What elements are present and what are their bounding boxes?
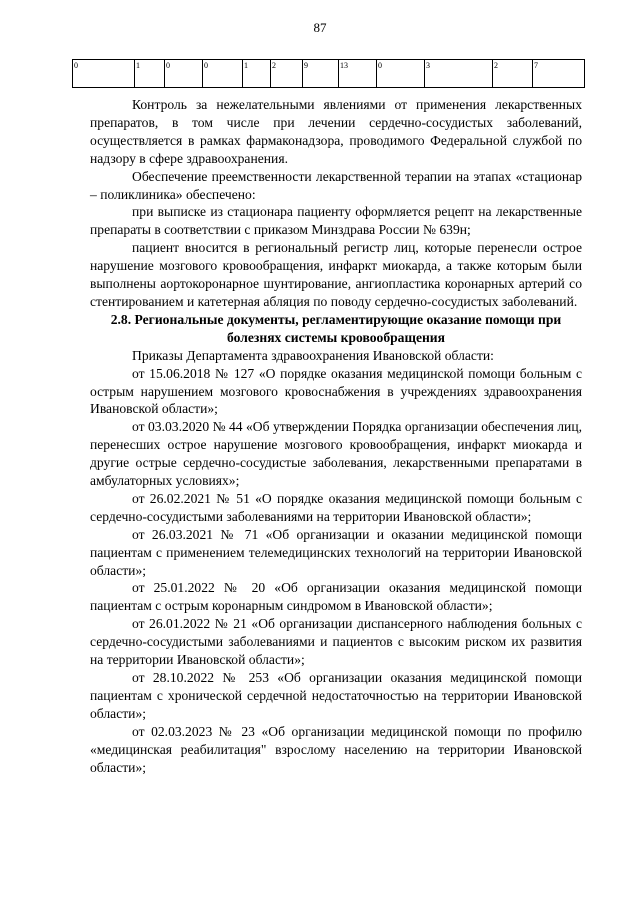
- order-item: от 02.03.2023 № 23 «Об организации медицинской помощи по профилю «медицинская реабилитация" взрослому населению на территории Ивановской области»;: [90, 723, 582, 775]
- table-cell: 0: [203, 60, 243, 88]
- data-table: [72, 59, 585, 88]
- table-cell: 1: [135, 60, 165, 88]
- section-heading: 2.8. Региональные документы, регламентирующие оказание помощи при болезнях системы кровообращения: [110, 311, 562, 345]
- table-cell: 0: [377, 60, 425, 88]
- table-cell: 1: [243, 60, 271, 88]
- table-cell: 0: [165, 60, 203, 88]
- table-cell: 7: [533, 60, 585, 88]
- order-item: от 26.03.2021 № 71 «Об организации и оказании медицинской помощи пациентам с применением телемедицинских технологий на территории Ивановской области»;: [90, 526, 582, 578]
- order-item: от 15.06.2018 № 127 «О порядке оказания медицинской помощи больным с острым нарушением мозгового кровоснабжения в учреждениях здравоохранения Ивановской области»;: [90, 365, 582, 417]
- order-item: от 26.02.2021 № 51 «О порядке оказания медицинской помощи больным с сердечно-сосудистыми заболеваниями на территории Ивановской области»;: [90, 490, 582, 524]
- page-number: 87: [313, 20, 327, 35]
- paragraph-prescription: при выписке из стационара пациенту оформляется рецепт на лекарственные препараты в соответствии с приказом Минздрава России № 639н;: [90, 204, 582, 238]
- table-cell: 13: [339, 60, 377, 88]
- paragraph-orders-intro: Приказы Департамента здравоохранения Ивановской области:: [132, 347, 494, 363]
- order-item: от 25.01.2022 № 20 «Об организации оказания медицинской помощи пациентам с острым коронарным синдромом в Ивановской области»;: [90, 580, 582, 614]
- order-item: от 03.03.2020 № 44 «Об утверждении Порядка организации обеспечения лиц, перенесших острое нарушение мозгового кровообращения, инфаркт миокарда и другие острые сердечно-сосудистые заболевания, лекарственными препаратами в амбулаторных условиях»;: [90, 419, 582, 489]
- table-row: [73, 60, 585, 88]
- paragraph-pharmacovigilance: Контроль за нежелательными явлениями от применения лекарственных препаратов, в том числе при лечении сердечно-сосудистых заболеваний, осуществляется в рамках фармаконадзора, проводимого Федеральной службой по надзору в сфере здравоохранения.: [90, 97, 582, 166]
- table-cell: 0: [73, 60, 135, 88]
- table-cell: 9: [303, 60, 339, 88]
- document-body: [90, 96, 582, 776]
- table-cell: 2: [493, 60, 533, 88]
- paragraph-registry: пациент вносится в региональный регистр лиц, которые перенесли острое нарушение мозгового кровообращения, инфаркт миокарда, а также которым были выполнены аортокоронарное шунтирование, ангиопластика коронарных артерий со стентированием и катетерная абляция по поводу сердечно-сосудистых заболеваний.: [90, 240, 582, 309]
- order-item: от 26.01.2022 № 21 «Об организации диспансерного наблюдения больных с сердечно-сосудистыми заболеваниями и пациентов с высоким риском их развития на территории Ивановской области»;: [90, 616, 582, 668]
- table-cell: 2: [271, 60, 303, 88]
- table-cell: 3: [425, 60, 493, 88]
- order-item: от 28.10.2022 № 253 «Об организации оказания медицинской помощи пациентам с хронической сердечной недостаточностью на территории Ивановской области»;: [90, 670, 582, 721]
- paragraph-continuity: Обеспечение преемственности лекарственной терапии на этапах «стационар – поликлиника» обеспечено:: [90, 168, 582, 202]
